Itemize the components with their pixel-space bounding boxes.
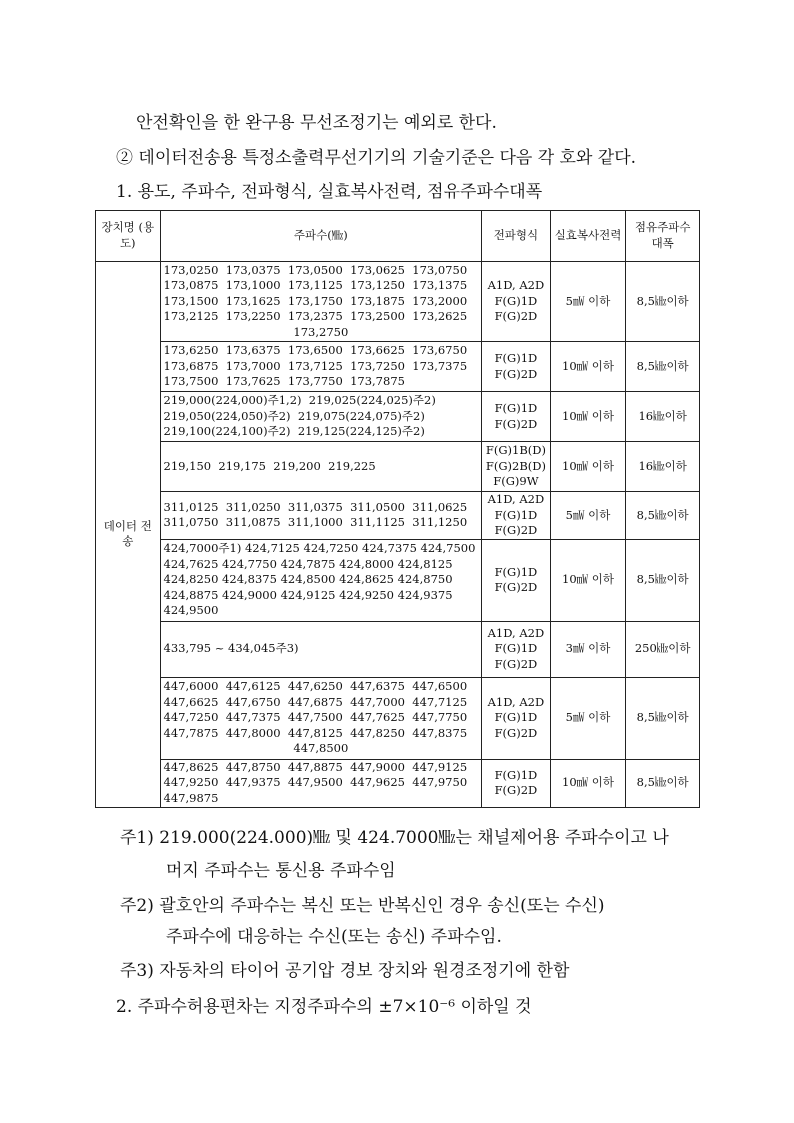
table-row <box>96 342 700 392</box>
emission-line: F(G)1D <box>494 564 538 579</box>
header-frequency: 주파수(㎒) <box>160 211 482 262</box>
frequency-line: 173,0875 173,1000 173,1125 173,1250 173,1375 <box>163 278 468 293</box>
emission-cell <box>482 539 551 621</box>
emission-line: F(G)1D <box>494 507 538 522</box>
emission-line: F(G)1D <box>494 641 538 656</box>
frequency-line: 447,9250 447,9375 447,9500 447,9625 447,9750 <box>163 775 468 790</box>
emission-line: F(G)2D <box>494 783 538 798</box>
note-1-line-1: 주1) 219.000(224.000)㎒ 및 424.7000㎒는 채널제어용 주파수이고 나 <box>120 828 669 848</box>
bandwidth-cell: 8,5㎑이하 <box>626 759 700 807</box>
emission-line: A1D, A2D <box>487 694 545 709</box>
bandwidth-cell: 8,5㎑이하 <box>626 677 700 759</box>
frequency-cell <box>160 492 482 540</box>
emission-line: F(G)1D <box>494 400 538 415</box>
power-cell: 5㎽ 이하 <box>550 492 626 540</box>
frequency-line: 173,7500 173,7625 173,7750 173,7875 <box>163 374 405 389</box>
table-row <box>96 621 700 677</box>
bandwidth-cell: 16㎑이하 <box>626 442 700 492</box>
bandwidth-cell: 8,5㎑이하 <box>626 492 700 540</box>
power-cell: 10㎽ 이하 <box>550 442 626 492</box>
bandwidth-cell: 250㎑이하 <box>626 621 700 677</box>
frequency-line: 424,8250 424,8375 424,8500 424,8625 424,8750 <box>163 572 453 587</box>
frequency-line: 447,7875 447,8000 447,8125 447,8250 447,8375 <box>163 725 468 740</box>
frequency-line: 447,8625 447,8750 447,8875 447,9000 447,9125 <box>163 759 468 774</box>
header-device: 장치명 (용도) <box>96 211 161 262</box>
frequency-line: 173,1500 173,1625 173,1750 173,1875 173,2000 <box>163 293 468 308</box>
table-row <box>96 262 700 342</box>
header-emission: 전파형식 <box>482 211 551 262</box>
header-power: 실효복사전력 <box>550 211 626 262</box>
power-cell: 10㎽ 이하 <box>550 759 626 807</box>
frequency-cell <box>160 262 482 342</box>
emission-line: F(G)9W <box>493 474 539 489</box>
emission-cell <box>482 621 551 677</box>
emission-cell <box>482 677 551 759</box>
frequency-line: 447,8500 <box>293 741 349 756</box>
frequency-line: 173,2750 <box>293 324 349 339</box>
intro-line-2: ② 데이터전송용 특정소출력무선기기의 기술기준은 다음 각 호와 같다. <box>116 148 637 168</box>
table-row <box>96 392 700 442</box>
emission-line: F(G)1D <box>494 710 538 725</box>
emission-line: F(G)2D <box>494 366 538 381</box>
frequency-line: 173,6875 173,7000 173,7125 173,7250 173,7375 <box>163 358 468 373</box>
frequency-cell <box>160 442 482 492</box>
section-heading-2: 2. 주파수허용편차는 지정주파수의 ±7×10⁻⁶ 이하일 것 <box>116 997 532 1017</box>
emission-cell <box>482 759 551 807</box>
table-row <box>96 442 700 492</box>
power-cell: 3㎽ 이하 <box>550 621 626 677</box>
frequency-line: 219,150 219,175 219,200 219,225 <box>163 458 376 473</box>
bandwidth-cell: 16㎑이하 <box>626 392 700 442</box>
note-3: 주3) 자동차의 타이어 공기압 경보 장치와 원경조정기에 한함 <box>120 961 570 981</box>
emission-cell <box>482 262 551 342</box>
emission-line: A1D, A2D <box>487 492 545 506</box>
table-row <box>96 539 700 621</box>
frequency-line: 424,9500 <box>163 603 219 618</box>
power-cell: 10㎽ 이하 <box>550 539 626 621</box>
frequency-line: 173,0250 173,0375 173,0500 173,0625 173,0750 <box>163 262 468 277</box>
device-name-cell: 데이터 전송 <box>96 262 161 808</box>
frequency-line: 219,050(224,050)주2) 219,075(224,075)주2) <box>163 408 425 423</box>
power-cell: 10㎽ 이하 <box>550 342 626 392</box>
section-heading-1: 1. 용도, 주파수, 전파형식, 실효복사전력, 점유주파수대폭 <box>116 182 543 202</box>
frequency-line: 447,6625 447,6750 447,6875 447,7000 447,7125 <box>163 694 468 709</box>
note-1-line-2: 머지 주파수는 통신용 주파수임 <box>166 861 396 881</box>
frequency-line: 173,2125 173,2250 173,2375 173,2500 173,2625 <box>163 309 468 324</box>
emission-line: A1D, A2D <box>487 625 545 640</box>
frequency-line: 424,7000주1) 424,7125 424,7250 424,7375 424,7500 <box>163 541 476 556</box>
power-cell: 5㎽ 이하 <box>550 262 626 342</box>
table-row <box>96 677 700 759</box>
frequency-cell <box>160 621 482 677</box>
frequency-line: 447,6000 447,6125 447,6250 447,6375 447,6500 <box>163 679 468 694</box>
emission-line: F(G)1D <box>494 767 538 782</box>
frequency-cell <box>160 677 482 759</box>
frequency-line: 433,795 ~ 434,045주3) <box>163 641 299 656</box>
bandwidth-cell: 8,5㎑이하 <box>626 262 700 342</box>
spec-table <box>95 210 700 808</box>
frequency-line: 219,000(224,000)주1,2) 219,025(224,025)주2) <box>163 393 436 408</box>
emission-line: F(G)2D <box>494 523 538 538</box>
emission-line: F(G)2B(D) <box>485 458 546 473</box>
intro-line-1: 안전확인을 한 완구용 무선조정기는 예외로 한다. <box>136 113 497 133</box>
emission-line: F(G)1D <box>494 293 538 308</box>
frequency-cell <box>160 342 482 392</box>
emission-line: F(G)2D <box>494 416 538 431</box>
frequency-line: 447,7250 447,7375 447,7500 447,7625 447,7750 <box>163 710 468 725</box>
bandwidth-cell: 8,5㎑이하 <box>626 539 700 621</box>
emission-cell <box>482 492 551 540</box>
emission-line: F(G)2D <box>494 580 538 595</box>
note-2-line-1: 주2) 괄호안의 주파수는 복신 또는 반복신인 경우 송신(또는 수신) <box>120 896 605 916</box>
power-cell: 5㎽ 이하 <box>550 677 626 759</box>
frequency-cell <box>160 539 482 621</box>
table-row <box>96 759 700 807</box>
frequency-line: 219,100(224,100)주2) 219,125(224,125)주2) <box>163 424 425 439</box>
table-body <box>96 262 700 808</box>
table-row <box>96 492 700 540</box>
frequency-line: 424,7625 424,7750 424,7875 424,8000 424,8125 <box>163 556 453 571</box>
emission-line: F(G)2D <box>494 656 538 671</box>
note-2-line-2: 주파수에 대응하는 수신(또는 송신) 주파수임. <box>166 927 502 947</box>
frequency-line: 424,8875 424,9000 424,9125 424,9250 424,9375 <box>163 587 453 602</box>
emission-cell <box>482 342 551 392</box>
table-header-row <box>96 211 700 262</box>
frequency-line: 311,0125 311,0250 311,0375 311,0500 311,0625 <box>163 499 468 514</box>
emission-cell <box>482 392 551 442</box>
bandwidth-cell: 8,5㎑이하 <box>626 342 700 392</box>
emission-cell <box>482 442 551 492</box>
emission-line: F(G)2D <box>494 725 538 740</box>
emission-line: F(G)1D <box>494 350 538 365</box>
emission-line: A1D, A2D <box>487 278 545 293</box>
emission-line: F(G)1B(D) <box>485 443 546 458</box>
power-cell: 10㎽ 이하 <box>550 392 626 442</box>
frequency-line: 311,0750 311,0875 311,1000 311,1125 311,1250 <box>163 515 468 530</box>
frequency-line: 447,9875 <box>163 790 219 805</box>
header-bandwidth: 점유주파수 대폭 <box>626 211 700 262</box>
emission-line: F(G)2D <box>494 309 538 324</box>
frequency-cell <box>160 759 482 807</box>
frequency-line: 173,6250 173,6375 173,6500 173,6625 173,6750 <box>163 343 468 358</box>
frequency-cell <box>160 392 482 442</box>
